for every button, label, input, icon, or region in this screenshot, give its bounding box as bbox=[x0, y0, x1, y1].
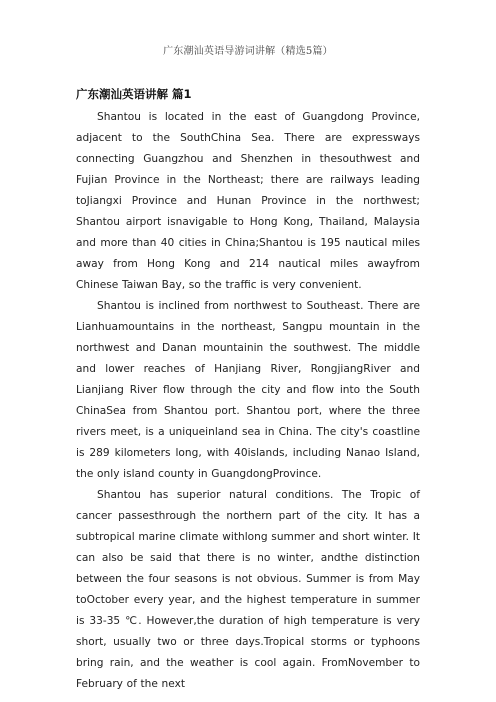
paragraph-location: Shantou is located in the east of Guangdong Province, adjacent to the SouthChina Sea. There are expressways connecting Guangzhou and Shenzhen in thesouthwest and Fujian Province in the Northeast; there are railways leading toJiangxi Province and Hunan Province in the northwest; Shantou airport isnavigable to Hong Kong, Thailand, Malaysia and more than 40 cities in China;Shantou is 195 nautical miles away from Hong Kong and 214 nautical miles awayfrom Chinese Taiwan Bay, so the traffic is very convenient. bbox=[76, 111, 420, 291]
running-header: 广东潮汕英语导游词讲解（精选5篇） bbox=[163, 46, 333, 57]
paragraph-geography: Shantou is inclined from northwest to Southeast. There are Lianhuamountains in the northeast, Sangpu mountain in the northwest and Danan mountainin the southwest. The middle and lower reaches of Hanjiang River, RongjiangRiver and Lianjiang River flow through the city and flow into the South ChinaSea from Shantou port. Shantou port, where the three rivers meet, is a uniqueinland sea in China. The city's coastline is 289 kilometers long, with 40islands, including Nanao Island, the only island county in GuangdongProvince. bbox=[76, 300, 420, 480]
section-title: 广东潮汕英语讲解 篇1 bbox=[76, 87, 192, 101]
paragraph-climate: Shantou has superior natural conditions. The Tropic of cancer passesthrough the northern part of the city. It has a subtropical marine climate withlong summer and short winter. It can also be said that there is no winter, andthe distinction between the four seasons is not obvious. Summer is from May toOctober every year, and the highest temperature in summer is 33-35 ℃. However,the duration of high temperature is very short, usually two or three days.Tropical storms or typhoons bring rain, and the weather is cool again. FromNovember to February of the next bbox=[76, 489, 420, 690]
document-body bbox=[76, 84, 420, 695]
